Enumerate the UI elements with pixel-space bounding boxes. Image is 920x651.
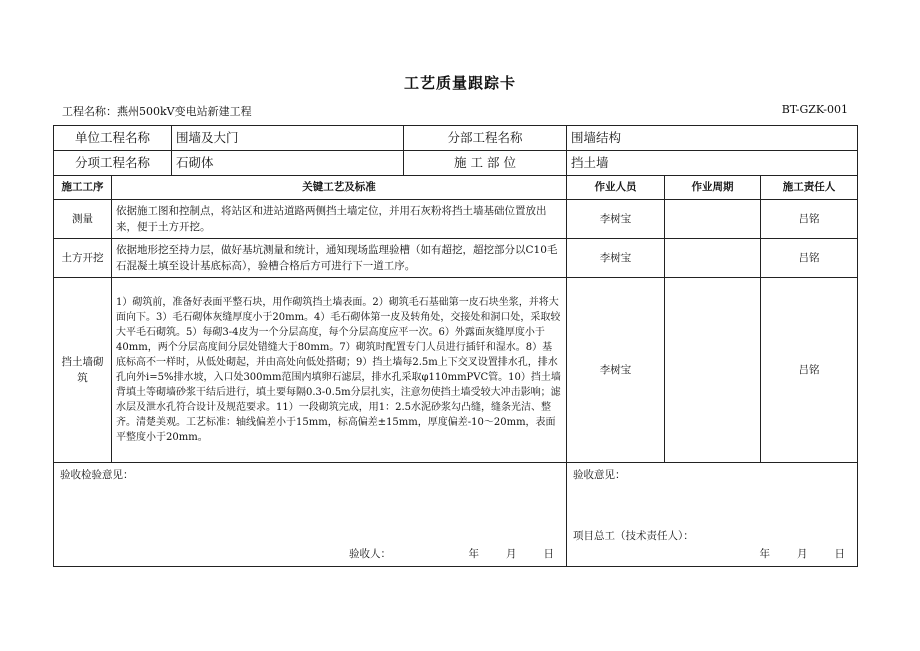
sub-label: 分项工程名称: [54, 151, 172, 176]
inspector-date: 年 月 日: [468, 547, 557, 560]
row-standard: 1）砌筑前，准备好表面平整石块，用作砌筑挡土墙表面。2）砌筑毛石基础第一皮石块坐浆，并将大面向下。3）毛石砌体灰缝厚度小于20mm。4）毛石砌体第一皮及转角处，交接处和洞口处，采取较大平毛石砌筑。5）每砌3-4皮为一个分层高度，每个分层高度应平一次。6）外露面灰缝厚度小于40mm，两个分层高度间分层处错缝大于80mm。7）砌筑时配置专门人员进行插钎和湿水。8）基底标高不一样时，从低处砌起，并由高处向低处搭砌；9）挡土墙每2.5m上下交叉设置排水孔，排水孔向外i=5%排水坡，入口处300mm范围内填卵石滤层，排水孔采取φ110mmPVC管。10）挡土墙背填土等砌墙砂浆干结后进行，填土要每隔0.3-0.5m分层扎实，注意勿使挡土墙受较大冲击影响；滤水层及泄水孔符合设计及规范要求。11）一段砌筑完成，用1：2.5水泥砂浆勾凸缝，缝条光洁、整齐。清楚美观。工艺标准：轴线偏差小于15mm，标高偏差±15mm，厚度偏差-10～20mm，表面平整度小于20mm。: [112, 278, 567, 463]
sub-value: 石砌体: [172, 151, 404, 176]
acceptance-opinion-label: 验收意见：: [573, 469, 626, 481]
row-responsible: 吕铭: [761, 239, 858, 278]
acceptance-inspection-label: 验收检验意见：: [60, 469, 134, 481]
info-row-unit: [54, 126, 858, 151]
position-label: 施 工 部 位: [404, 151, 567, 176]
acceptance-row: [54, 463, 858, 567]
row-period: [665, 239, 761, 278]
col-worker: 作业人员: [567, 176, 665, 200]
row-standard: 依据施工图和控制点，将站区和进站道路两侧挡土墙定位，并用石灰粉将挡土墙基础位置放出来，便于土方开挖。: [112, 200, 567, 239]
info-row-sub: [54, 151, 858, 176]
position-value: 挡土墙: [567, 151, 858, 176]
row-period: [665, 200, 761, 239]
chief-engineer-date: 年 月 日: [759, 547, 848, 560]
column-header-row: [54, 176, 858, 200]
row-period: [665, 278, 761, 463]
tracking-card-table: [53, 125, 858, 567]
unit-label: 单位工程名称: [54, 126, 172, 151]
table-row: [54, 200, 858, 239]
project-name: 工程名称：燕州500kV变电站新建工程: [62, 105, 252, 118]
unit-value: 围墙及大门: [172, 126, 404, 151]
row-worker: 李树宝: [567, 239, 665, 278]
col-period: 作业周期: [665, 176, 761, 200]
col-key-process: 关键工艺及标准: [112, 176, 567, 200]
row-process: 测量: [54, 200, 112, 239]
row-standard: 依据地形挖至持力层，做好基坑测量和统计，通知现场监理验槽（如有超挖，超挖部分以C10毛石混凝土填至设计基底标高），验槽合格后方可进行下一道工序。: [112, 239, 567, 278]
row-worker: 李树宝: [567, 200, 665, 239]
table-row: [54, 239, 858, 278]
row-process: 挡土墙砌筑: [54, 278, 112, 463]
document-code: BT-GZK-001: [781, 103, 848, 116]
part-value: 围墙结构: [567, 126, 858, 151]
col-process: 施工工序: [54, 176, 112, 200]
table-row: [54, 278, 858, 463]
chief-engineer-label: 项目总工（技术责任人）：: [573, 529, 694, 542]
row-responsible: 吕铭: [761, 278, 858, 463]
inspector-signature-label: 验收人：: [349, 547, 391, 560]
col-responsible: 施工责任人: [761, 176, 858, 200]
row-responsible: 吕铭: [761, 200, 858, 239]
page-title: 工艺质量跟踪卡: [403, 74, 516, 92]
part-label: 分部工程名称: [404, 126, 567, 151]
row-worker: 李树宝: [567, 278, 665, 463]
acceptance-right-cell: [567, 463, 858, 567]
acceptance-left-cell: [54, 463, 567, 567]
row-process: 土方开挖: [54, 239, 112, 278]
